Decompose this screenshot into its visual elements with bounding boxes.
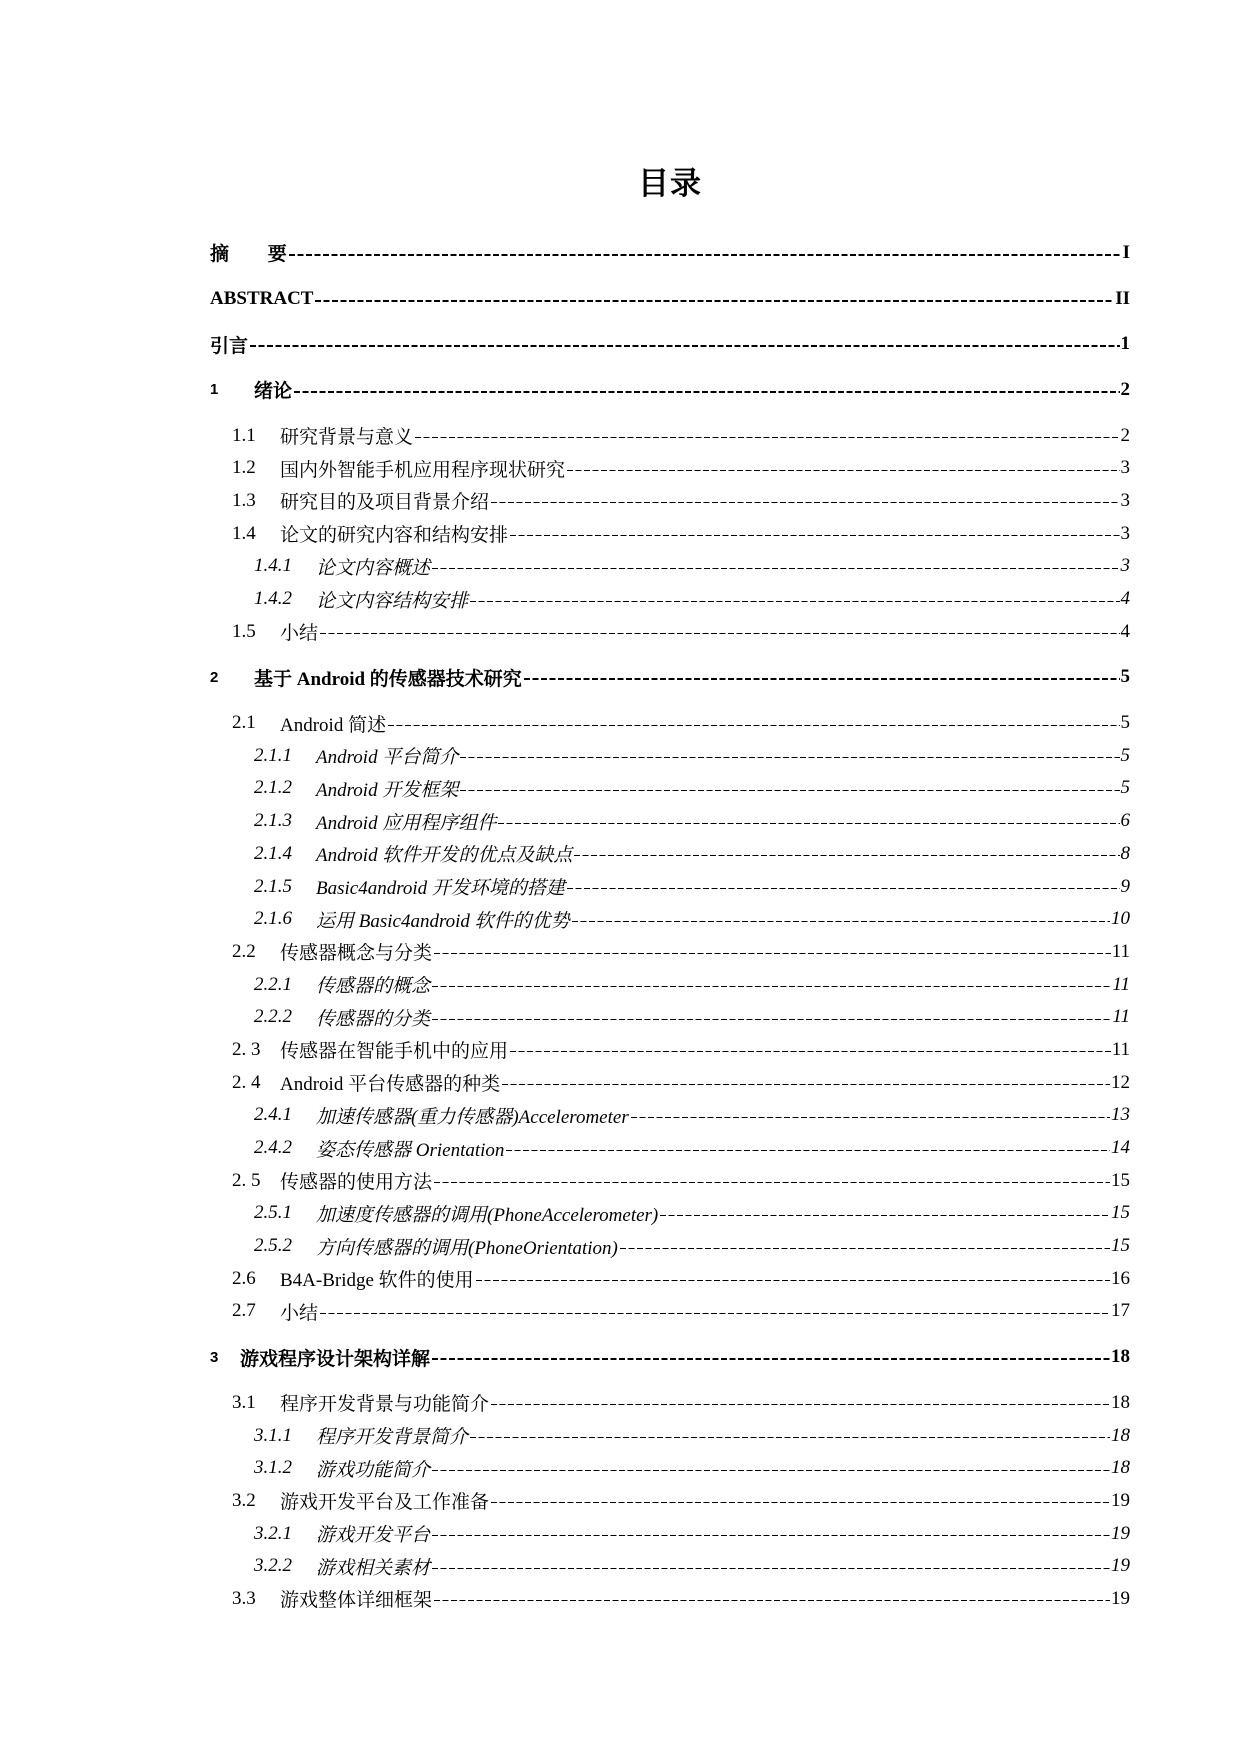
toc-page-number: 18 — [1111, 1346, 1130, 1368]
toc-entry — [210, 452, 1130, 485]
toc-entry — [210, 583, 1130, 616]
toc-entry — [210, 1099, 1130, 1132]
toc-page-number: 11 — [1111, 1038, 1130, 1060]
toc-entry — [210, 739, 1130, 772]
toc-page-number: 11 — [1111, 940, 1130, 962]
toc-page-number: 5 — [1120, 744, 1130, 766]
toc-dot-leader — [502, 1084, 1110, 1085]
toc-entry-number: 2.1.5 — [254, 875, 292, 897]
toc-entry — [210, 1001, 1130, 1034]
toc-entry-number: 3 — [210, 1348, 219, 1366]
toc-entry-number: 1.5 — [232, 620, 256, 642]
toc-entry-title: 传感器的分类 — [316, 1008, 431, 1030]
toc-page-number: 12 — [1111, 1071, 1130, 1093]
toc-entry-number: 2. 3 — [232, 1038, 261, 1060]
toc-entry-number: 1.2 — [232, 457, 256, 479]
toc-entry-number: 2.5.1 — [254, 1202, 292, 1224]
toc-entry-number: 2.1.3 — [254, 810, 292, 832]
toc-entry — [210, 1485, 1130, 1518]
toc-page-number: 2 — [1120, 424, 1130, 446]
toc-dot-leader — [572, 921, 1110, 922]
toc-dot-leader — [510, 535, 1119, 536]
toc-entry-title: 游戏功能简介 — [316, 1459, 431, 1481]
toc-entry-title: 国内外智能手机应用程序现状研究 — [280, 459, 566, 481]
toc-entry-title: Android 平台传感器的种类 — [280, 1074, 501, 1096]
toc-page-number: 3 — [1120, 522, 1130, 544]
toc-page-number: 19 — [1111, 1522, 1130, 1544]
toc-page-number: 10 — [1111, 908, 1130, 930]
toc-dot-leader — [498, 823, 1119, 824]
toc-entry-number: 2 — [210, 668, 219, 686]
toc-entry-title: 游戏整体详细框架 — [280, 1590, 433, 1612]
toc-entry-number: 3.2.2 — [254, 1555, 292, 1577]
toc-dot-leader — [434, 953, 1111, 954]
toc-entry-number: 2.2 — [232, 940, 256, 962]
toc-entry — [210, 772, 1130, 805]
toc-entry-number: 2.1.2 — [254, 777, 292, 799]
toc-dot-leader — [289, 254, 1122, 256]
toc-entry — [210, 374, 1130, 407]
toc-page-number: 18 — [1111, 1424, 1130, 1446]
toc-dot-leader — [476, 1280, 1110, 1281]
toc-entry-number: 3.1.1 — [254, 1424, 292, 1446]
toc-entry — [210, 936, 1130, 969]
toc-entry-title: B4A-Bridge 软件的使用 — [280, 1270, 474, 1292]
toc-dot-leader — [315, 300, 1114, 302]
toc-entry — [210, 1550, 1130, 1583]
toc-entry-number: 3.2 — [232, 1489, 256, 1511]
toc-entry-number: 2.2.1 — [254, 973, 292, 995]
toc-entry-title: 游戏程序设计架构详解 — [240, 1348, 431, 1370]
toc-dot-leader — [460, 757, 1119, 758]
toc-entry-title: Basic4android 开发环境的搭建 — [316, 878, 565, 900]
toc-entry-title: 引言 — [210, 335, 249, 357]
toc-entry-number: 1.3 — [232, 489, 256, 511]
toc-page-number: 17 — [1111, 1300, 1130, 1322]
toc-entry — [210, 328, 1130, 361]
toc-entry-number: 2. 4 — [232, 1071, 261, 1093]
toc-page-number: 18 — [1111, 1457, 1130, 1479]
toc-entry — [210, 707, 1130, 740]
toc-dot-leader — [388, 725, 1119, 726]
toc-dot-leader — [567, 470, 1119, 471]
toc-entry-title: 游戏开发平台 — [316, 1525, 431, 1547]
toc-entry — [210, 1517, 1130, 1550]
toc-entry — [210, 1230, 1130, 1263]
toc-entry-number: 1.4.1 — [254, 555, 292, 577]
toc-dot-leader — [524, 678, 1120, 680]
toc-entry — [210, 870, 1130, 903]
page-title: 目录 — [638, 166, 702, 201]
toc-dot-leader — [294, 391, 1119, 393]
toc-entry-number: 2.5.2 — [254, 1235, 292, 1257]
toc-entry — [210, 1419, 1130, 1452]
toc-page-number: 19 — [1111, 1489, 1130, 1511]
toc-dot-leader — [470, 601, 1119, 602]
toc-page-number: 9 — [1120, 875, 1130, 897]
toc-entry-title: 绪论 — [254, 381, 293, 403]
toc-page-number: 14 — [1111, 1137, 1130, 1159]
toc-entry-title: ABSTRACT — [210, 287, 314, 309]
toc-entry — [210, 1197, 1130, 1230]
toc-entry-title: 小结 — [280, 1302, 319, 1324]
toc-dot-leader — [567, 888, 1120, 889]
toc-dot-leader — [510, 1051, 1111, 1052]
toc-page-number: 15 — [1111, 1169, 1130, 1191]
toc-entry-title: 基于 Android 的传感器技术研究 — [254, 668, 522, 690]
toc-entry-title: 游戏相关素材 — [316, 1557, 431, 1579]
toc-entry-number: 2.1.4 — [254, 842, 292, 864]
toc-entry-title: 传感器概念与分类 — [280, 943, 433, 965]
toc-entry-number: 2.4.1 — [254, 1104, 292, 1126]
toc-page-number: 2 — [1120, 378, 1130, 400]
toc-entry — [210, 805, 1130, 838]
toc-dot-leader — [460, 790, 1119, 791]
toc-page-number: 5 — [1120, 712, 1130, 734]
toc-page-number: 4 — [1120, 588, 1130, 610]
toc-entry — [210, 1387, 1130, 1420]
toc-entry — [210, 1295, 1130, 1328]
toc-entry-title: 姿态传感器 Orientation — [316, 1139, 505, 1161]
toc-entry-number: 1.1 — [232, 424, 256, 446]
toc-entry-title: Android 软件开发的优点及缺点 — [316, 845, 573, 867]
toc-dot-leader — [432, 986, 1111, 987]
toc-entry-number: 2.2.2 — [254, 1006, 292, 1028]
toc-page-number: 15 — [1111, 1235, 1130, 1257]
toc-entry-title: 加速传感器(重力传感器)Accelerometer — [316, 1106, 629, 1128]
toc-entry-title: 研究背景与意义 — [280, 427, 414, 449]
toc-dot-leader — [432, 1535, 1110, 1536]
toc-entry-title: 论文内容概述 — [316, 557, 431, 579]
toc-entry-title: 游戏开发平台及工作准备 — [280, 1492, 490, 1514]
toc-entry-number: 2.4.2 — [254, 1137, 292, 1159]
toc-entry — [210, 1583, 1130, 1616]
toc-page-number: 8 — [1120, 842, 1130, 864]
toc-entry-title: Android 平台简介 — [316, 747, 459, 769]
toc-entry-number: 3.1.2 — [254, 1457, 292, 1479]
toc-entry — [210, 1034, 1130, 1067]
toc-entry-title: Android 应用程序组件 — [316, 812, 497, 834]
table-of-contents — [210, 224, 1130, 1616]
toc-entry-number: 2.7 — [232, 1300, 256, 1322]
toc-page-number: I — [1122, 241, 1130, 263]
toc-entry-title: 程序开发背景简介 — [316, 1427, 469, 1449]
toc-entry — [210, 1341, 1130, 1374]
toc-entry-title: 方向传感器的调用(PhoneOrientation) — [316, 1237, 618, 1259]
toc-page-number: 11 — [1112, 1006, 1130, 1028]
toc-entry-title: Android 简述 — [280, 714, 387, 736]
toc-entry-number: 2. 5 — [232, 1169, 261, 1191]
toc-page-number: 1 — [1120, 333, 1130, 355]
toc-page-number: 19 — [1111, 1587, 1130, 1609]
toc-page-number: 4 — [1120, 620, 1130, 642]
toc-page-number: 18 — [1111, 1391, 1130, 1413]
toc-entry-number: 2.6 — [232, 1267, 256, 1289]
toc-page-number: 5 — [1120, 777, 1130, 799]
toc-dot-leader — [432, 568, 1119, 569]
toc-dot-leader — [415, 437, 1119, 438]
toc-entry-title: 小结 — [280, 623, 319, 645]
toc-entry-number: 2.1.6 — [254, 908, 292, 930]
toc-dot-leader — [434, 1600, 1110, 1601]
toc-entry-number: 3.1 — [232, 1391, 256, 1413]
toc-dot-leader — [631, 1117, 1110, 1118]
toc-page-number: 19 — [1111, 1555, 1130, 1577]
toc-entry — [210, 1262, 1130, 1295]
toc-page-number: II — [1115, 287, 1130, 309]
toc-entry-title: 加速度传感器的调用(PhoneAccelerometer) — [316, 1204, 659, 1226]
toc-entry-number: 3.3 — [232, 1587, 256, 1609]
toc-entry — [210, 419, 1130, 452]
toc-page-number: 3 — [1120, 489, 1130, 511]
toc-page-number: 13 — [1111, 1104, 1130, 1126]
toc-entry — [210, 903, 1130, 936]
toc-entry-number: 3.2.1 — [254, 1522, 292, 1544]
toc-entry — [210, 237, 1130, 270]
toc-entry-title: 摘 要 — [210, 244, 287, 266]
toc-dot-leader — [320, 1313, 1110, 1314]
toc-entry-title: 传感器的概念 — [316, 976, 431, 998]
toc-entry-title: 传感器的使用方法 — [280, 1172, 433, 1194]
toc-entry — [210, 550, 1130, 583]
toc-entry-title: 论文的研究内容和结构安排 — [280, 525, 509, 547]
toc-entry-number: 1.4 — [232, 522, 256, 544]
toc-entry — [210, 1452, 1130, 1485]
toc-dot-leader — [660, 1215, 1110, 1216]
toc-dot-leader — [432, 1358, 1110, 1360]
toc-entry — [210, 485, 1130, 518]
toc-entry — [210, 1164, 1130, 1197]
toc-dot-leader — [432, 1019, 1111, 1020]
toc-dot-leader — [432, 1470, 1110, 1471]
toc-entry — [210, 661, 1130, 694]
toc-page-number: 6 — [1120, 810, 1130, 832]
toc-entry — [210, 1132, 1130, 1165]
toc-entry-number: 2.1.1 — [254, 744, 292, 766]
toc-dot-leader — [432, 1568, 1110, 1569]
toc-dot-leader — [491, 502, 1119, 503]
toc-entry — [210, 517, 1130, 550]
toc-dot-leader — [574, 855, 1119, 856]
toc-dot-leader — [250, 345, 1119, 347]
toc-dot-leader — [470, 1437, 1110, 1438]
toc-entry-title: 传感器在智能手机中的应用 — [280, 1041, 509, 1063]
toc-dot-leader — [620, 1248, 1110, 1249]
toc-entry — [210, 615, 1130, 648]
toc-entry-number: 1 — [210, 381, 219, 399]
toc-entry-title: 研究目的及项目背景介绍 — [280, 492, 490, 514]
toc-page-number: 16 — [1111, 1267, 1130, 1289]
toc-dot-leader — [434, 1182, 1110, 1183]
toc-dot-leader — [506, 1150, 1110, 1151]
toc-entry — [210, 282, 1130, 315]
toc-page-number: 5 — [1120, 666, 1130, 688]
toc-entry-number: 2.1 — [232, 712, 256, 734]
toc-entry-title: Android 开发框架 — [316, 779, 459, 801]
toc-entry-title: 程序开发背景与功能简介 — [280, 1394, 490, 1416]
toc-entry — [210, 1066, 1130, 1099]
toc-entry — [210, 838, 1130, 871]
toc-dot-leader — [320, 633, 1119, 634]
toc-entry-title: 论文内容结构安排 — [316, 590, 469, 612]
toc-page-number: 15 — [1111, 1202, 1130, 1224]
toc-dot-leader — [491, 1502, 1110, 1503]
toc-entry — [210, 968, 1130, 1001]
toc-page-number: 3 — [1120, 457, 1130, 479]
toc-dot-leader — [491, 1404, 1110, 1405]
toc-entry-number: 1.4.2 — [254, 588, 292, 610]
toc-entry-title: 运用 Basic4android 软件的优势 — [316, 910, 570, 932]
toc-page-number: 11 — [1112, 973, 1130, 995]
toc-page-number: 3 — [1120, 555, 1130, 577]
